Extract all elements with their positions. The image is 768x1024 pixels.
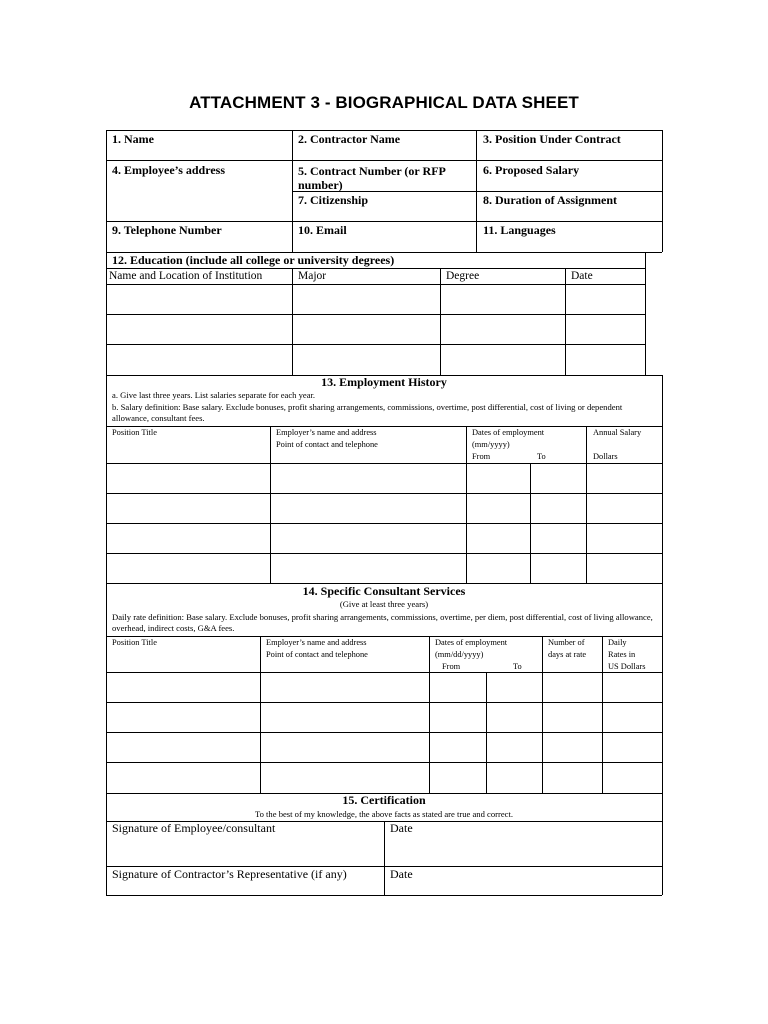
employment-col-salary: Annual Salary: [593, 428, 642, 437]
email-field[interactable]: 10. Email: [298, 223, 347, 237]
duration-of-assignment-field[interactable]: 8. Duration of Assignment: [483, 193, 618, 207]
telephone-number-field[interactable]: 9. Telephone Number: [112, 223, 222, 237]
employment-col-to: To: [537, 452, 546, 461]
name-field[interactable]: 1. Name: [112, 132, 154, 146]
consultant-heading: 14. Specific Consultant Services: [302, 584, 466, 598]
employment-col-from: From: [472, 452, 491, 461]
form-border-left: [106, 130, 107, 895]
employment-col-employer: Employer’s name and address: [276, 428, 377, 437]
employment-col-dates-format: (mm/yyyy): [472, 440, 510, 449]
consultant-col-dates-format: (mm/dd/yyyy): [435, 650, 484, 659]
employment-col-contact: Point of contact and telephone: [276, 440, 378, 449]
form-border-right-top: [662, 130, 663, 252]
contract-number-field[interactable]: 5. Contract Number (or RFP number): [298, 164, 446, 192]
consultant-note: Daily rate definition: Base salary. Exclude bonuses, profit sharing arrangements, commissions, overtime, per diem, post differential, cost of living allowance, overhead, indirect costs, G&A fees.: [112, 612, 653, 633]
consultant-subheading: (Give at least three years): [339, 599, 429, 609]
employment-heading: 13. Employment History: [321, 375, 447, 389]
employment-note-a: a. Give last three years. List salaries separate for each year.: [112, 390, 316, 400]
consultant-col-days: Number of: [548, 638, 585, 647]
employment-col-salary-unit: Dollars: [593, 452, 618, 461]
certification-statement: To the best of my knowledge, the above facts as stated are true and correct.: [254, 809, 514, 819]
position-under-contract-field[interactable]: 3. Position Under Contract: [483, 132, 621, 146]
biographical-data-form: [106, 130, 662, 895]
form-border-top: [106, 130, 662, 131]
consultant-col-rates-currency: US Dollars: [608, 662, 646, 671]
employee-date-field[interactable]: Date: [390, 821, 413, 835]
consultant-col-contact: Point of contact and telephone: [266, 650, 368, 659]
page-title: ATTACHMENT 3 - BIOGRAPHICAL DATA SHEET: [189, 93, 579, 112]
education-heading: 12. Education (include all college or university degrees): [112, 253, 395, 267]
education-col-institution: Name and Location of Institution: [109, 270, 263, 282]
languages-field[interactable]: 11. Languages: [483, 223, 556, 237]
citizenship-field[interactable]: 7. Citizenship: [298, 193, 369, 207]
consultant-col-from: From: [442, 662, 461, 671]
proposed-salary-field[interactable]: 6. Proposed Salary: [483, 163, 580, 177]
employee-signature-field[interactable]: Signature of Employee/consultant: [112, 821, 276, 835]
employee-address-field[interactable]: 4. Employee’s address: [112, 163, 226, 177]
consultant-col-rates: Daily: [608, 638, 627, 647]
consultant-col-to: To: [513, 662, 522, 671]
consultant-col-dates: Dates of employment: [435, 638, 508, 647]
education-col-date: Date: [571, 270, 593, 282]
education-col-major: Major: [298, 270, 327, 282]
consultant-col-days-at-rate: days at rate: [548, 650, 587, 659]
education-col-degree: Degree: [446, 270, 480, 282]
employment-note-b: b. Salary definition: Base salary. Exclude bonuses, profit sharing arrangements, commissions, overtime, post differential, cost of living or dependent allowance, consultant fees.: [112, 402, 623, 423]
consultant-col-position: Position Title: [112, 638, 157, 647]
education-border-right: [645, 252, 646, 375]
form-border-bottom: [106, 895, 662, 896]
representative-signature-field[interactable]: Signature of Contractor’s Representative (if any): [112, 867, 347, 881]
certification-heading: 15. Certification: [342, 793, 426, 807]
employment-col-dates: Dates of employment: [472, 428, 545, 437]
consultant-col-rates-in: Rates in: [608, 650, 636, 659]
representative-date-field[interactable]: Date: [390, 867, 413, 881]
form-border-right-bottom: [662, 375, 663, 895]
employment-col-position: Position Title: [112, 428, 157, 437]
contractor-name-field[interactable]: 2. Contractor Name: [298, 132, 401, 146]
consultant-col-employer: Employer’s name and address: [266, 638, 367, 647]
